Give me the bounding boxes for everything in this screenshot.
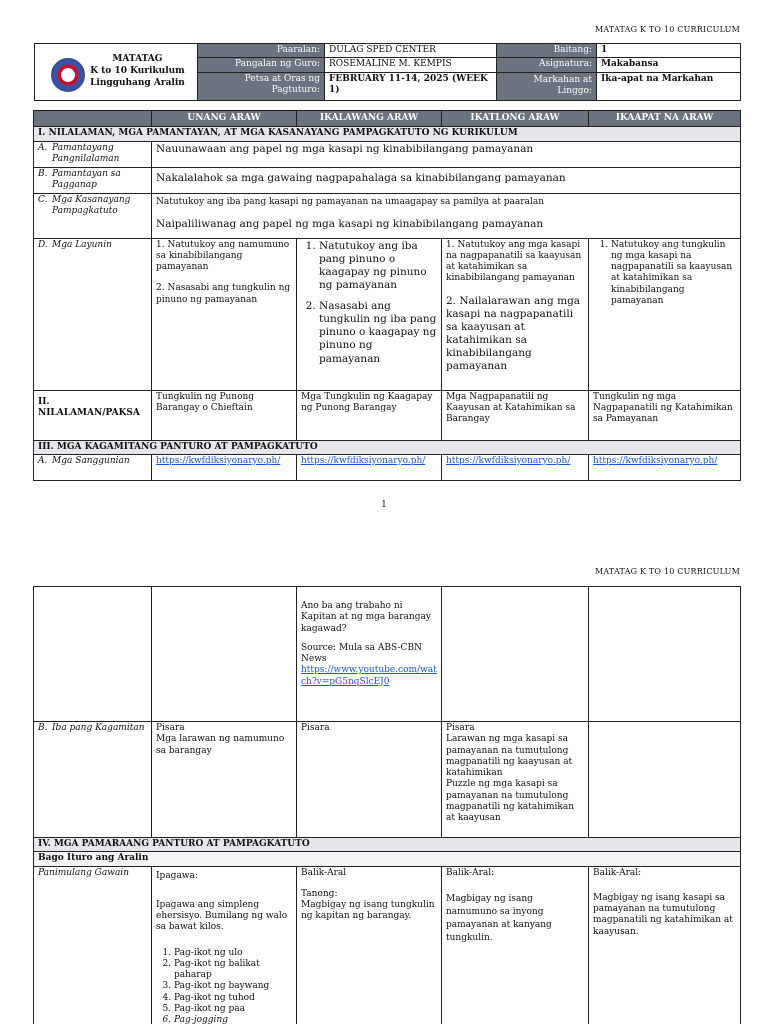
day-3-header: IKATLONG ARAW [442,111,589,127]
objectives-day-1 [152,238,297,390]
ref-cont-day-3 [442,587,589,722]
objectives-day-3 [442,238,589,390]
topic-day-3: Mga Nagpapanatili ng Kaayusan at Katahimikan sa Barangay [442,390,589,440]
before-lesson-title: Bago Ituro ang Aralin [34,852,741,866]
row-c-text [152,193,741,238]
lesson-table-page-2 [33,586,741,1024]
row-b-text: Nakalalahok sa mga gawaing nagpapahalaga sa kinabibilangang pamayanan [152,167,741,193]
logo-cell [35,44,198,101]
deped-seal-icon [51,58,85,92]
row-a-text: Nauunawaan ang papel ng mga kasapi ng kinabibilangang pamayanan [152,141,741,167]
section-1-title: I. NILALAMAN, MGA PAMANTAYAN, AT MGA KASANAYANG PAMPAGKATUTO NG KURIKULUM [34,127,741,141]
exercise-list [156,948,292,1024]
header-table [34,43,741,101]
ref-link-day-3[interactable]: https://kwfdiksiyonaryo.ph/ [446,455,571,466]
exercise-step: 3. Pag-ikot ng baywang [174,981,292,992]
date-label: Petsa at Oras ng Pagtuturo: [198,72,325,100]
opening-2-head: Balik-Aral [301,867,347,878]
materials-day-1 [152,722,297,838]
quarter-label: Markahan at Linggo: [497,72,597,100]
logo-title: MATATAG K to 10 Kurikulum Lingguhang Aralin [90,54,185,88]
row-c-label: C. Mga Kasanayang Pampagkatuto [34,193,152,238]
page-2 [0,542,768,1024]
grade-value: 1 [597,44,741,58]
blank-header [34,111,152,127]
obj-2-1: 1. Natutukoy ang iba pang pinuno o kaagapay ng pinuno ng pamayanan [319,240,437,293]
row-b-label: B. Pamantayan sa Pagganap [34,167,152,193]
date-value: FEBRUARY 11-14, 2025 (WEEK 1) [325,72,497,100]
obj-1-1: 1. Natutukoy ang namumuno sa kinabibilangang pamayanan [156,239,290,272]
opening-2-q: Tanong: [301,888,338,899]
mat-3-3: Puzzle ng mga kasapi sa pamayanan na tumutulong magpanatili ng katahimikan at kaayusan [446,779,574,823]
school-value: DULAG SPED CENTER [325,44,497,58]
references-label: A. Mga Sanggunian [34,454,152,480]
exercise-step: 1. Pag-ikot ng ulo [174,948,292,959]
row-c [34,193,741,238]
topic-day-1: Tungkulin ng Punong Barangay o Chieftain [152,390,297,440]
row-b [34,167,741,193]
obj-4-1: 1. Natutukoy ang tungkulin ng mga kasapi na nagpapanatili sa kaayusan at katahimikan sa kinabibilangang pamayanan [611,240,736,308]
ref-cont-day-2 [297,587,442,722]
mat-1-1: Pisara [156,723,185,733]
other-materials-label: B. Iba pang Kagamitan [34,722,152,838]
topic-day-2: Mga Tungkulin ng Kaagapay ng Punong Barangay [297,390,442,440]
video-link[interactable]: https://www.youtube.com/watch?v=pG5nqSlcEJ0 [301,665,437,687]
obj-1-2: 2. Nasasabi ang tungkulin ng pinuno ng pamayanan [156,283,291,305]
ref-link-day-1[interactable]: https://kwfdiksiyonaryo.ph/ [156,455,281,466]
row-other-materials [34,722,741,838]
opening-3-text: Magbigay ng isang namumuno sa inyong pamayanan at kanyang tungkulin. [446,893,552,943]
section-4-title: IV. MGA PAMARAANG PANTURO AT PAMPAGKATUTO [34,838,741,852]
materials-day-2: Pisara [297,722,442,838]
subject-value: Makabansa [597,58,741,72]
exercise-step: 2. Pag-ikot ng balikat paharap [174,959,292,982]
opening-1-text: Ipagawa ang simpleng ehersisyo. Bumilang ng walo sa bawat kilos. [156,899,288,933]
row-references [34,454,741,480]
lesson-table-page-1 [33,110,741,481]
skill-2: Naipaliliwanag ang papel ng mga kasapi ng kinabibilangang pamayanan [156,217,544,230]
exercise-step: 6. Pag-jogging [174,1015,292,1024]
school-label: Paaralan: [198,44,325,58]
materials-day-4 [589,722,741,838]
page-gap [0,526,768,542]
day-4-header: IKAAPAT NA ARAW [589,111,741,127]
section-1-row [34,127,741,141]
obj-2-2: 2. Nasasabi ang tungkulin ng iba pang pinuno o kaagapay ng pinuno ng pamayanan [319,300,437,366]
curriculum-label: MATATAG K TO 10 CURRICULUM [594,25,740,34]
opening-day-2 [297,866,442,1024]
grade-label: Baitang: [497,44,597,58]
skill-1: Natutukoy ang iba pang kasapi ng pamayanan na umaagapay sa pamilya at paaralan [156,196,545,207]
opening-2-text: Magbigay ng isang tungkulin ng kapitan ng barangay. [301,900,435,922]
opening-4-text: Magbigay ng isang kasapi sa pamayanan na tumutulong magpanatili ng katahimikan at kaayusan. [593,892,733,937]
opening-day-3 [442,866,589,1024]
objectives-day-2 [297,238,442,390]
video-source: Source: Mula sa ABS-CBN News [301,642,422,664]
mat-3-2: Larawan ng mga kasapi sa pamayanan na tumutulong magpanatili ng kaayusan at katahimikan [446,734,573,778]
row-topic [34,390,741,440]
ref-cont-day-1 [152,587,297,722]
day-1-header: UNANG ARAW [152,111,297,127]
opening-day-1 [152,866,297,1024]
obj-3-1: 1. Natutukoy ang mga kasapi na nagpapanatili sa kaayusan at katahimikan sa kinabibilangang pamayanan [446,239,582,284]
day-header-row [34,111,741,127]
curriculum-label-2: MATATAG K TO 10 CURRICULUM [594,567,740,576]
materials-day-3 [442,722,589,838]
ref-cont-day-4 [589,587,741,722]
ref-day-3-cell [442,454,589,480]
ref-day-2-cell [297,454,442,480]
section-4-row [34,838,741,852]
row-references-cont [34,587,741,722]
ref-cont-blank [34,587,152,722]
row-d-label: D. Mga Layunin [34,238,152,390]
day-2-header: IKALAWANG ARAW [297,111,442,127]
ref-day-4-cell [589,454,741,480]
ref-link-day-2[interactable]: https://kwfdiksiyonaryo.ph/ [301,455,426,466]
page-number: 1 [381,500,387,510]
opening-activity-label: Panimulang Gawain [34,866,152,1024]
ref-link-day-4[interactable]: https://kwfdiksiyonaryo.ph/ [593,455,718,466]
quarter-value: Ika-apat na Markahan [597,72,741,100]
topic-day-4: Tungkulin ng mga Nagpapanatili ng Katahimikan sa Pamayanan [589,390,741,440]
row-a-label: A. Pamantayang Pangnilalaman [34,141,152,167]
before-lesson-row [34,852,741,866]
section-3-title: III. MGA KAGAMITANG PANTURO AT PAMPAGKATUTO [34,440,741,454]
opening-1-head: Ipagawa: [156,870,198,881]
row-a [34,141,741,167]
topic-label: II. NILALAMAN/PAKSA [34,390,152,440]
opening-4-head: Balik-Aral: [593,867,642,878]
mat-1-2: Mga larawan ng namumuno sa barangay [156,734,285,756]
mat-3-1: Pisara [446,723,475,733]
opening-3-head: Balik-Aral: [446,867,495,878]
subject-label: Asignatura: [497,58,597,72]
row-d [34,238,741,390]
video-question: Ano ba ang trabaho ni Kapitan at ng mga barangay kagawad? [301,601,431,634]
row-opening-activity [34,866,741,1024]
teacher-value: ROSEMALINE M. KEMPIS [325,58,497,72]
opening-day-4 [589,866,741,1024]
exercise-step: 5. Pag-ikot ng paa [174,1004,292,1015]
teacher-label: Pangalan ng Guro: [198,58,325,72]
exercise-step: 4. Pag-ikot ng tuhod [174,993,292,1004]
obj-3-2: 2. Nailalarawan ang mga kasapi na nagpapanatili sa kaayusan at katahimikan sa kinabibilangang pamayanan [446,294,581,373]
objectives-day-4 [589,238,741,390]
section-3-row [34,440,741,454]
ref-day-1-cell [152,454,297,480]
